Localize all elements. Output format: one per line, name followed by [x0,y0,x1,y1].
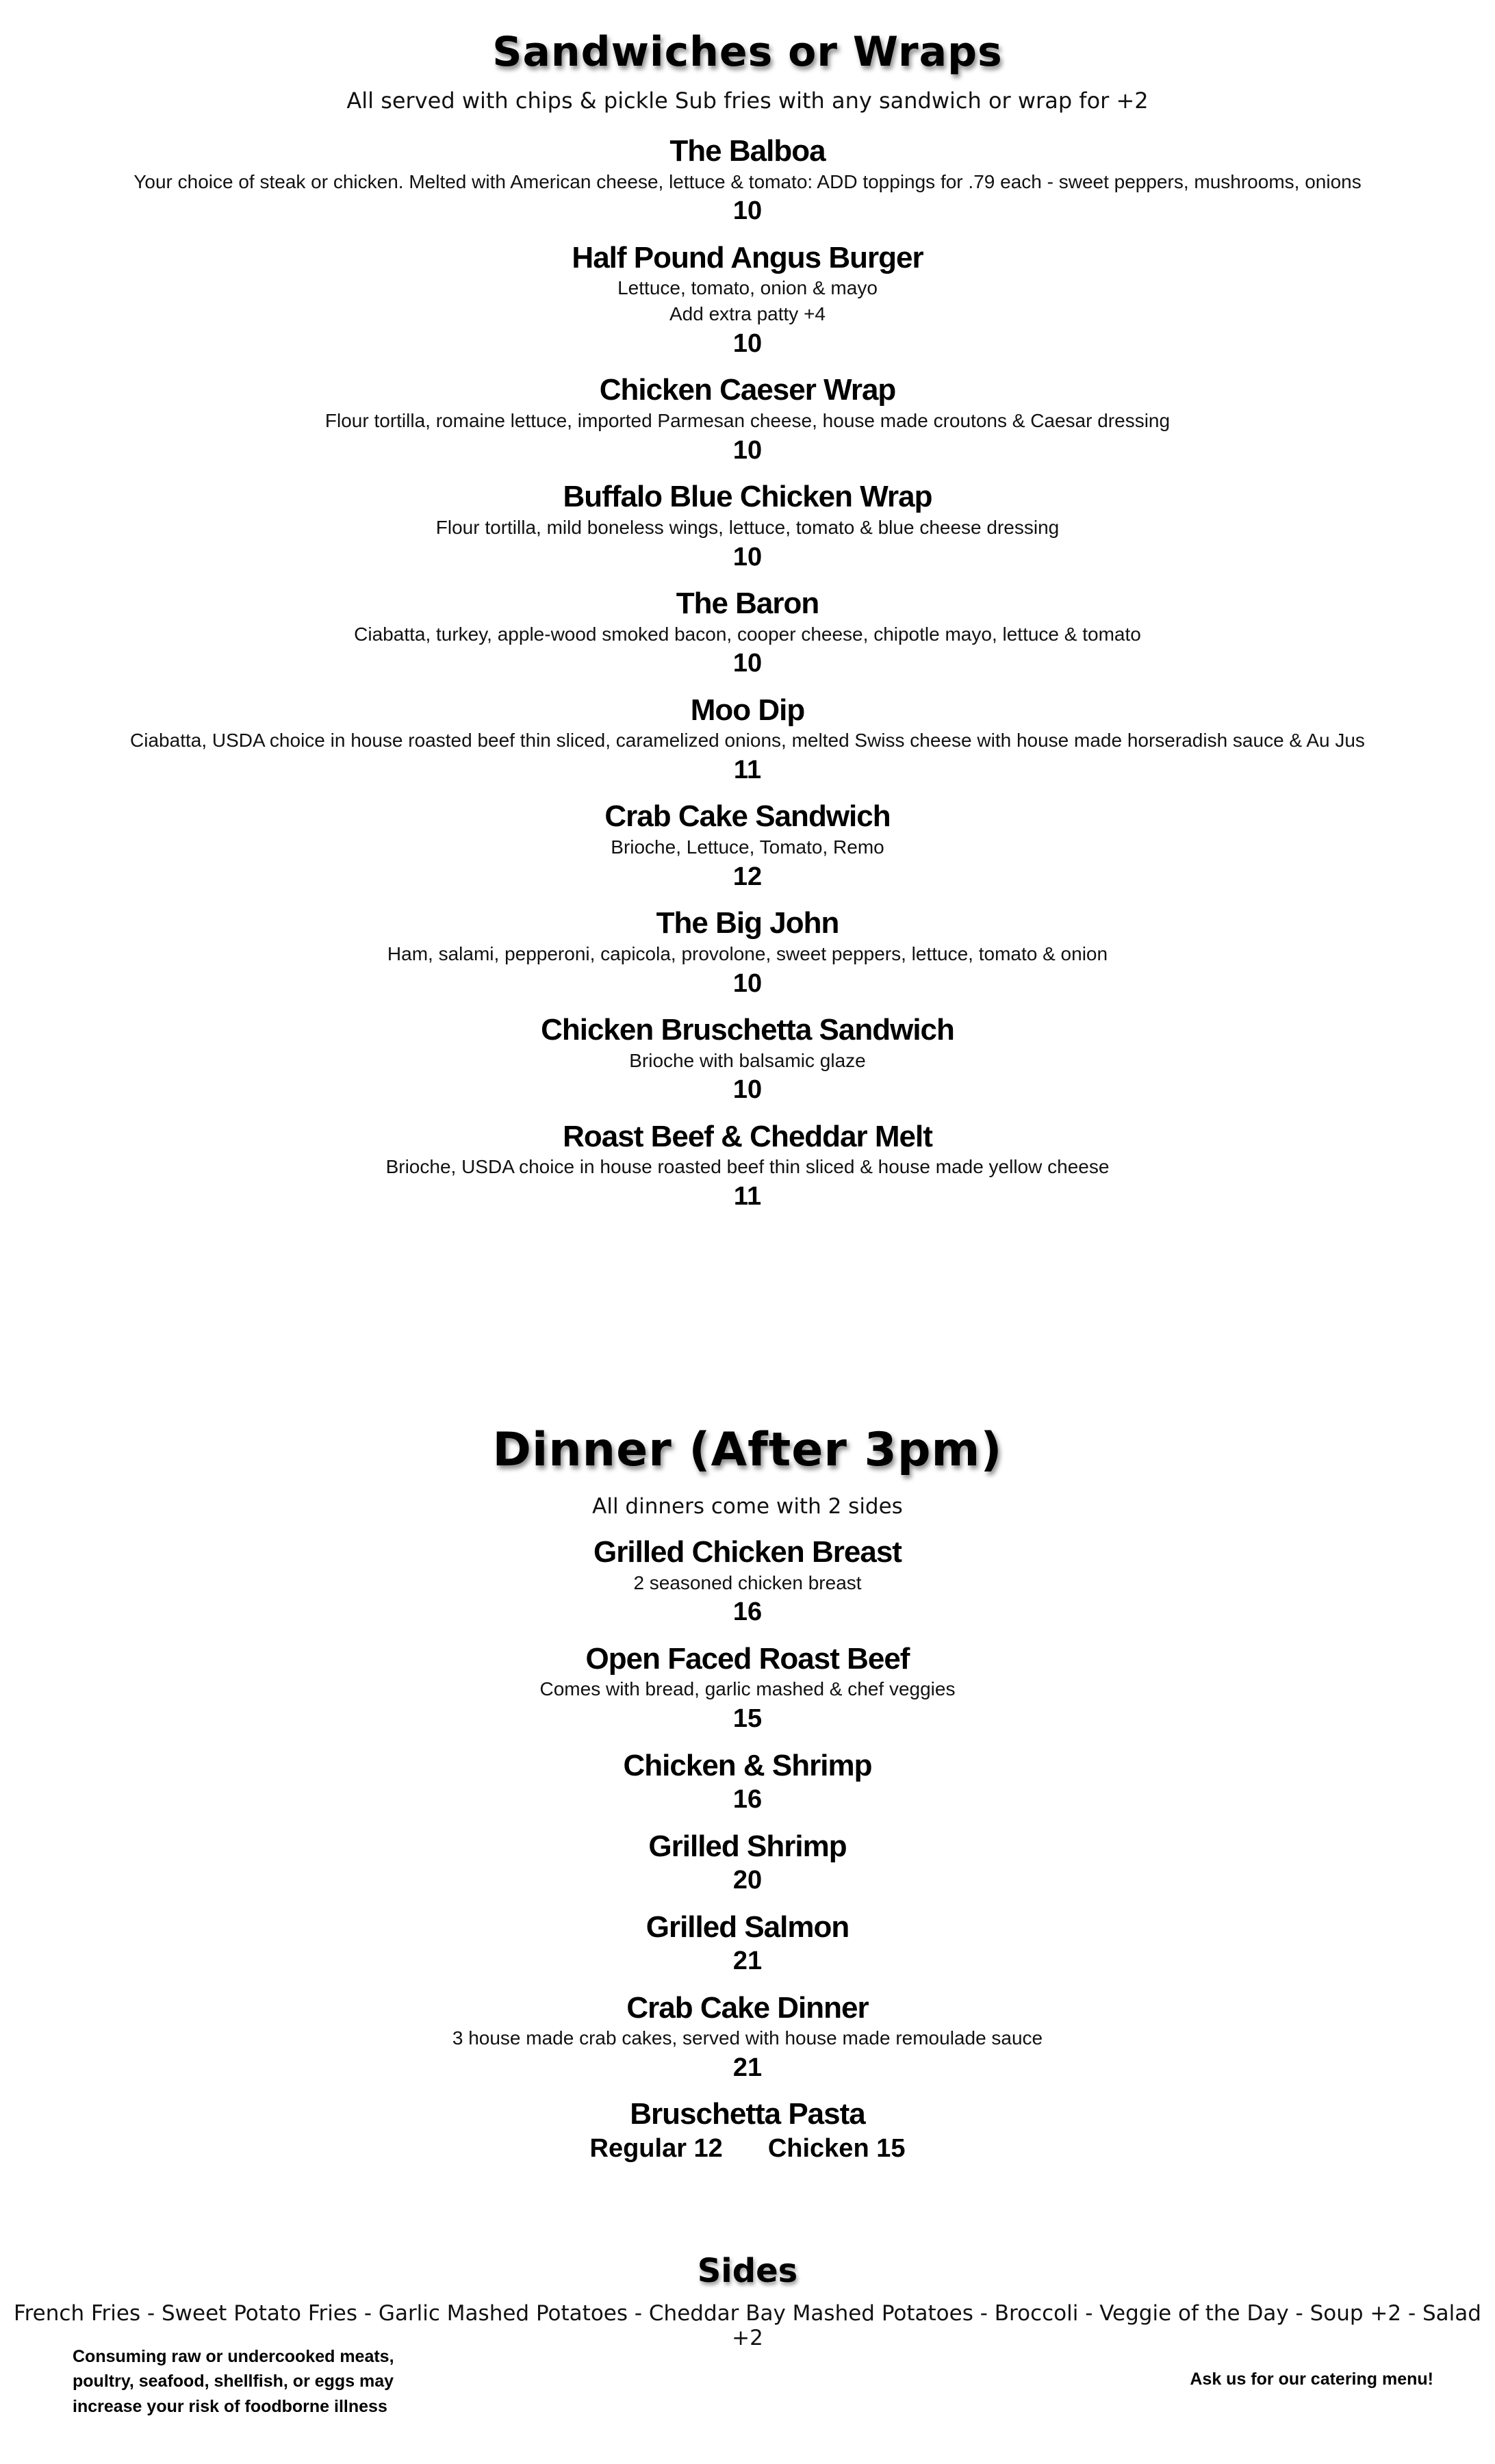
menu-item [0,480,1495,574]
item-description: Lettuce, tomato, onion & mayo [617,277,878,299]
item-description: Ham, salami, pepperoni, capicola, provolone, sweet peppers, lettuce, tomato & onion [387,942,1108,964]
sandwiches-subtitle: All served with chips & pickle Sub fries with any sandwich or wrap for +2 [346,88,1149,114]
item-price: 10 [732,1075,763,1105]
item-price: 12 [732,862,763,891]
item-name: Bruschetta Pasta [630,2097,865,2131]
sides-list: French Fries - Sweet Potato Fries - Garlic Mashed Potatoes - Cheddar Bay Mashed Potatoes - Broccoli - Veggie of the Day - Soup +2 - Salad +2 [14,2301,1481,2350]
item-description: Brioche, Lettuce, Tomato, Remo [611,836,884,858]
item-description: Flour tortilla, mild boneless wings, lettuce, tomato & blue cheese dressing [435,516,1060,538]
item-name: Grilled Salmon [646,1910,849,1944]
item-price: 11 [733,1182,762,1211]
item-name: The Balboa [669,134,826,168]
menu-item [0,1830,1495,1898]
item-description: Brioche, USDA choice in house roasted beef thin sliced & house made yellow cheese [385,1156,1110,1178]
item-name: Buffalo Blue Chicken Wrap [563,480,932,514]
item-description: Flour tortilla, romaine lettuce, imported Parmesan cheese, house made croutons & Caesar dressing [324,409,1171,431]
item-name: Chicken Caeser Wrap [599,373,896,407]
item-price: 10 [732,196,763,226]
item-price: 16 [732,1597,763,1627]
item-price: 10 [732,329,763,358]
dinner-section [0,1423,1495,2178]
warning-line: increase your risk of foodborne illness [73,2396,387,2416]
item-name: Grilled Shrimp [648,1829,847,1863]
sides-title: Sides [697,2252,798,2290]
item-name: The Big John [656,906,839,940]
item-name: Grilled Chicken Breast [593,1535,902,1569]
warning-line: poultry, seafood, shellfish, or eggs may [73,2372,394,2391]
item-description-extra: Add extra patty +4 [669,303,826,325]
item-description: Your choice of steak or chicken. Melted with American cheese, lettuce & tomato: ADD toppings for .79 each - sweet peppers, mushrooms, onions [133,170,1362,192]
menu-item [0,1535,1495,1630]
item-description: Ciabatta, turkey, apple-wood smoked bacon, cooper cheese, chipotle mayo, lettuce & tomato [354,623,1141,645]
menu-item [0,241,1495,361]
price-regular: Regular 12 [589,2133,723,2163]
menu-item [0,2097,1495,2166]
item-name: The Baron [676,586,819,620]
item-price: 15 [732,1704,763,1734]
item-description: 3 house made crab cakes, served with house made remoulade sauce [452,2027,1043,2049]
item-price: 10 [732,968,763,998]
warning-line: Consuming raw or undercooked meats, [73,2347,394,2366]
item-price: 20 [732,1866,763,1895]
price-chicken: Chicken 15 [767,2133,906,2163]
pasta-prices [590,2132,906,2166]
menu-item [0,799,1495,894]
item-price: 10 [732,435,763,465]
menu-item [0,693,1495,788]
menu-item [0,1642,1495,1736]
item-name: Open Faced Roast Beef [585,1641,910,1676]
item-description: Brioche with balsamic glaze [629,1049,866,1071]
food-safety-warning [73,2344,429,2419]
item-price: 21 [732,1947,763,1976]
sides-section [0,2252,1495,2350]
menu-item [0,1910,1495,1979]
item-description: 2 seasoned chicken breast [633,1571,862,1593]
menu-item [0,134,1495,229]
menu-item [0,1991,1495,2086]
item-price: 10 [732,542,763,572]
sandwiches-section [0,28,1495,1227]
item-description: Comes with bread, garlic mashed & chef veggies [539,1678,956,1700]
menu-item [0,587,1495,681]
item-description: Ciabatta, USDA choice in house roasted beef thin sliced, caramelized onions, melted Swiss cheese with house made horseradish sauce & Au Jus [130,730,1365,752]
item-price: 16 [732,1785,763,1814]
menu-item [0,1013,1495,1107]
sandwiches-title: Sandwiches or Wraps [492,28,1003,76]
item-price: 21 [732,2053,763,2082]
item-name: Half Pound Angus Burger [572,240,923,274]
item-name: Crab Cake Sandwich [604,799,891,834]
item-name: Crab Cake Dinner [626,1990,869,2025]
dinner-title: Dinner (After 3pm) [492,1423,1003,1477]
menu-item [0,373,1495,467]
dinner-subtitle: All dinners come with 2 sides [592,1494,903,1519]
catering-note: Ask us for our catering menu! [1190,2370,1433,2389]
item-price: 11 [733,756,762,785]
menu-item [0,1749,1495,1817]
item-name: Roast Beef & Cheddar Melt [563,1119,932,1153]
item-price: 10 [732,649,763,678]
item-name: Chicken Bruschetta Sandwich [541,1013,954,1047]
menu-item [0,906,1495,1001]
item-name: Moo Dip [690,693,805,727]
menu-item [0,1120,1495,1214]
item-name: Chicken & Shrimp [623,1748,872,1782]
